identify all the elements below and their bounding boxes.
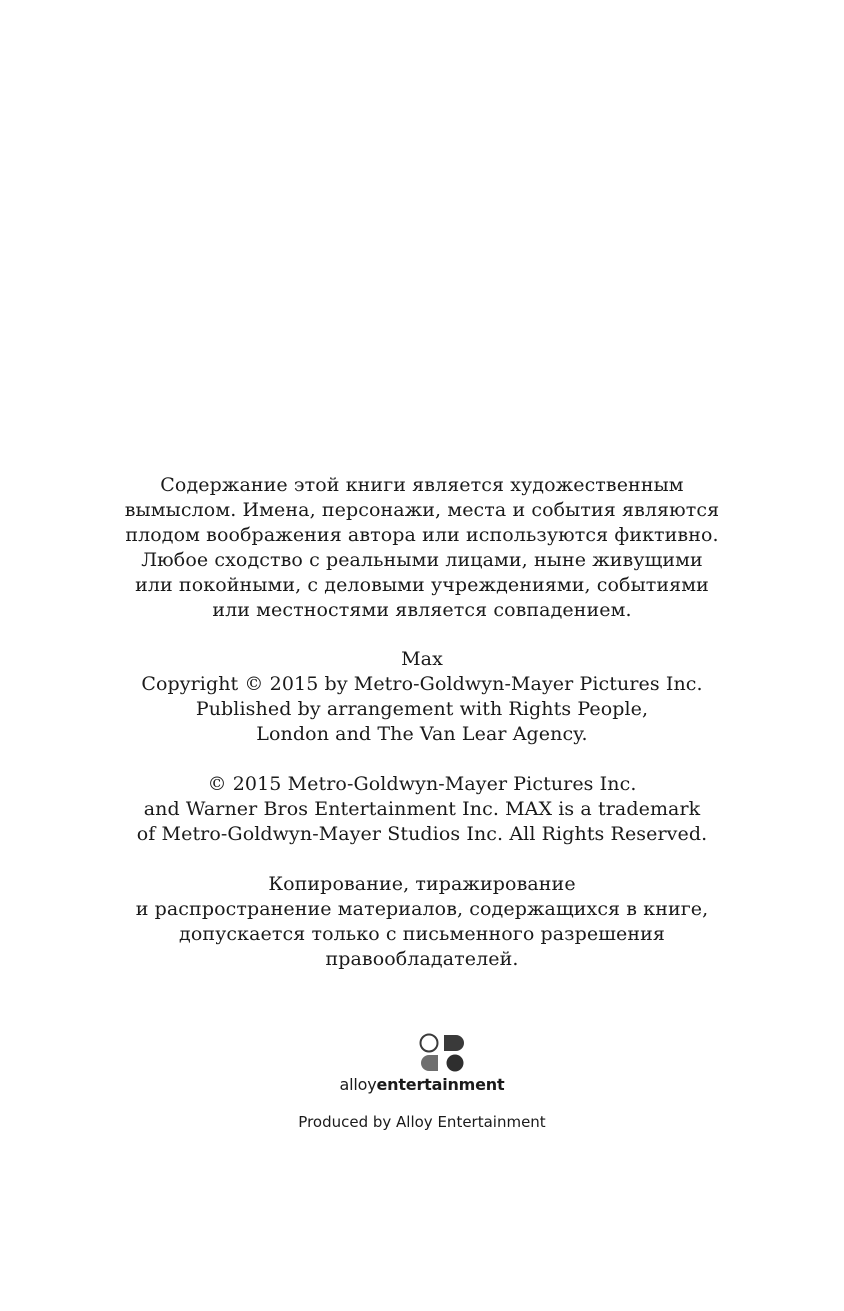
copyright-paragraph (0, 647, 844, 747)
disclaimer-line: вымыслом. Имена, персонажи, места и события являются (124, 499, 720, 521)
disclaimer-line: Содержание этой книги является художественным (160, 474, 684, 496)
logo-leaf-top-right (444, 1035, 464, 1051)
alloy-logo-icon (418, 1033, 466, 1073)
trademark-line: © 2015 Metro-Goldwyn-Mayer Pictures Inc. (207, 773, 637, 795)
rights-line: правообладателей. (325, 948, 519, 970)
disclaimer-paragraph (0, 473, 844, 623)
rights-line: и распространение материалов, содержащихся в книге, (135, 898, 709, 920)
wordmark-bold: entertainment (376, 1075, 505, 1094)
disclaimer-line: или покойными, с деловыми учреждениями, событиями (135, 574, 709, 596)
produced-by-text: Produced by Alloy Entertainment (298, 1113, 546, 1131)
disclaimer-line: плодом воображения автора или используются фиктивно. (125, 524, 719, 546)
disclaimer-line: Любое сходство с реальными лицами, ныне живущими (141, 549, 703, 571)
alloy-wordmark (0, 1075, 844, 1094)
trademark-paragraph (0, 772, 844, 847)
copyright-line: Published by arrangement with Rights People, (195, 698, 649, 720)
copyright-line: London and The Van Lear Agency. (256, 723, 588, 745)
trademark-line: of Metro-Goldwyn-Mayer Studios Inc. All Rights Reserved. (136, 823, 708, 845)
logo-circle-filled (447, 1055, 464, 1072)
disclaimer-line: или местностями является совпадением. (212, 599, 632, 621)
rights-paragraph (0, 872, 844, 972)
copyright-line: Copyright © 2015 by Metro-Goldwyn-Mayer Pictures Inc. (141, 673, 703, 695)
logo-circle-outline (421, 1035, 438, 1052)
rights-line: допускается только с письменного разрешения (179, 923, 665, 945)
wordmark-light: alloy (339, 1075, 377, 1094)
book-title: Max (401, 648, 443, 670)
trademark-line: and Warner Bros Entertainment Inc. MAX is a trademark (143, 798, 701, 820)
rights-line: Копирование, тиражирование (268, 873, 576, 895)
logo-leaf-bottom-left (421, 1055, 438, 1071)
